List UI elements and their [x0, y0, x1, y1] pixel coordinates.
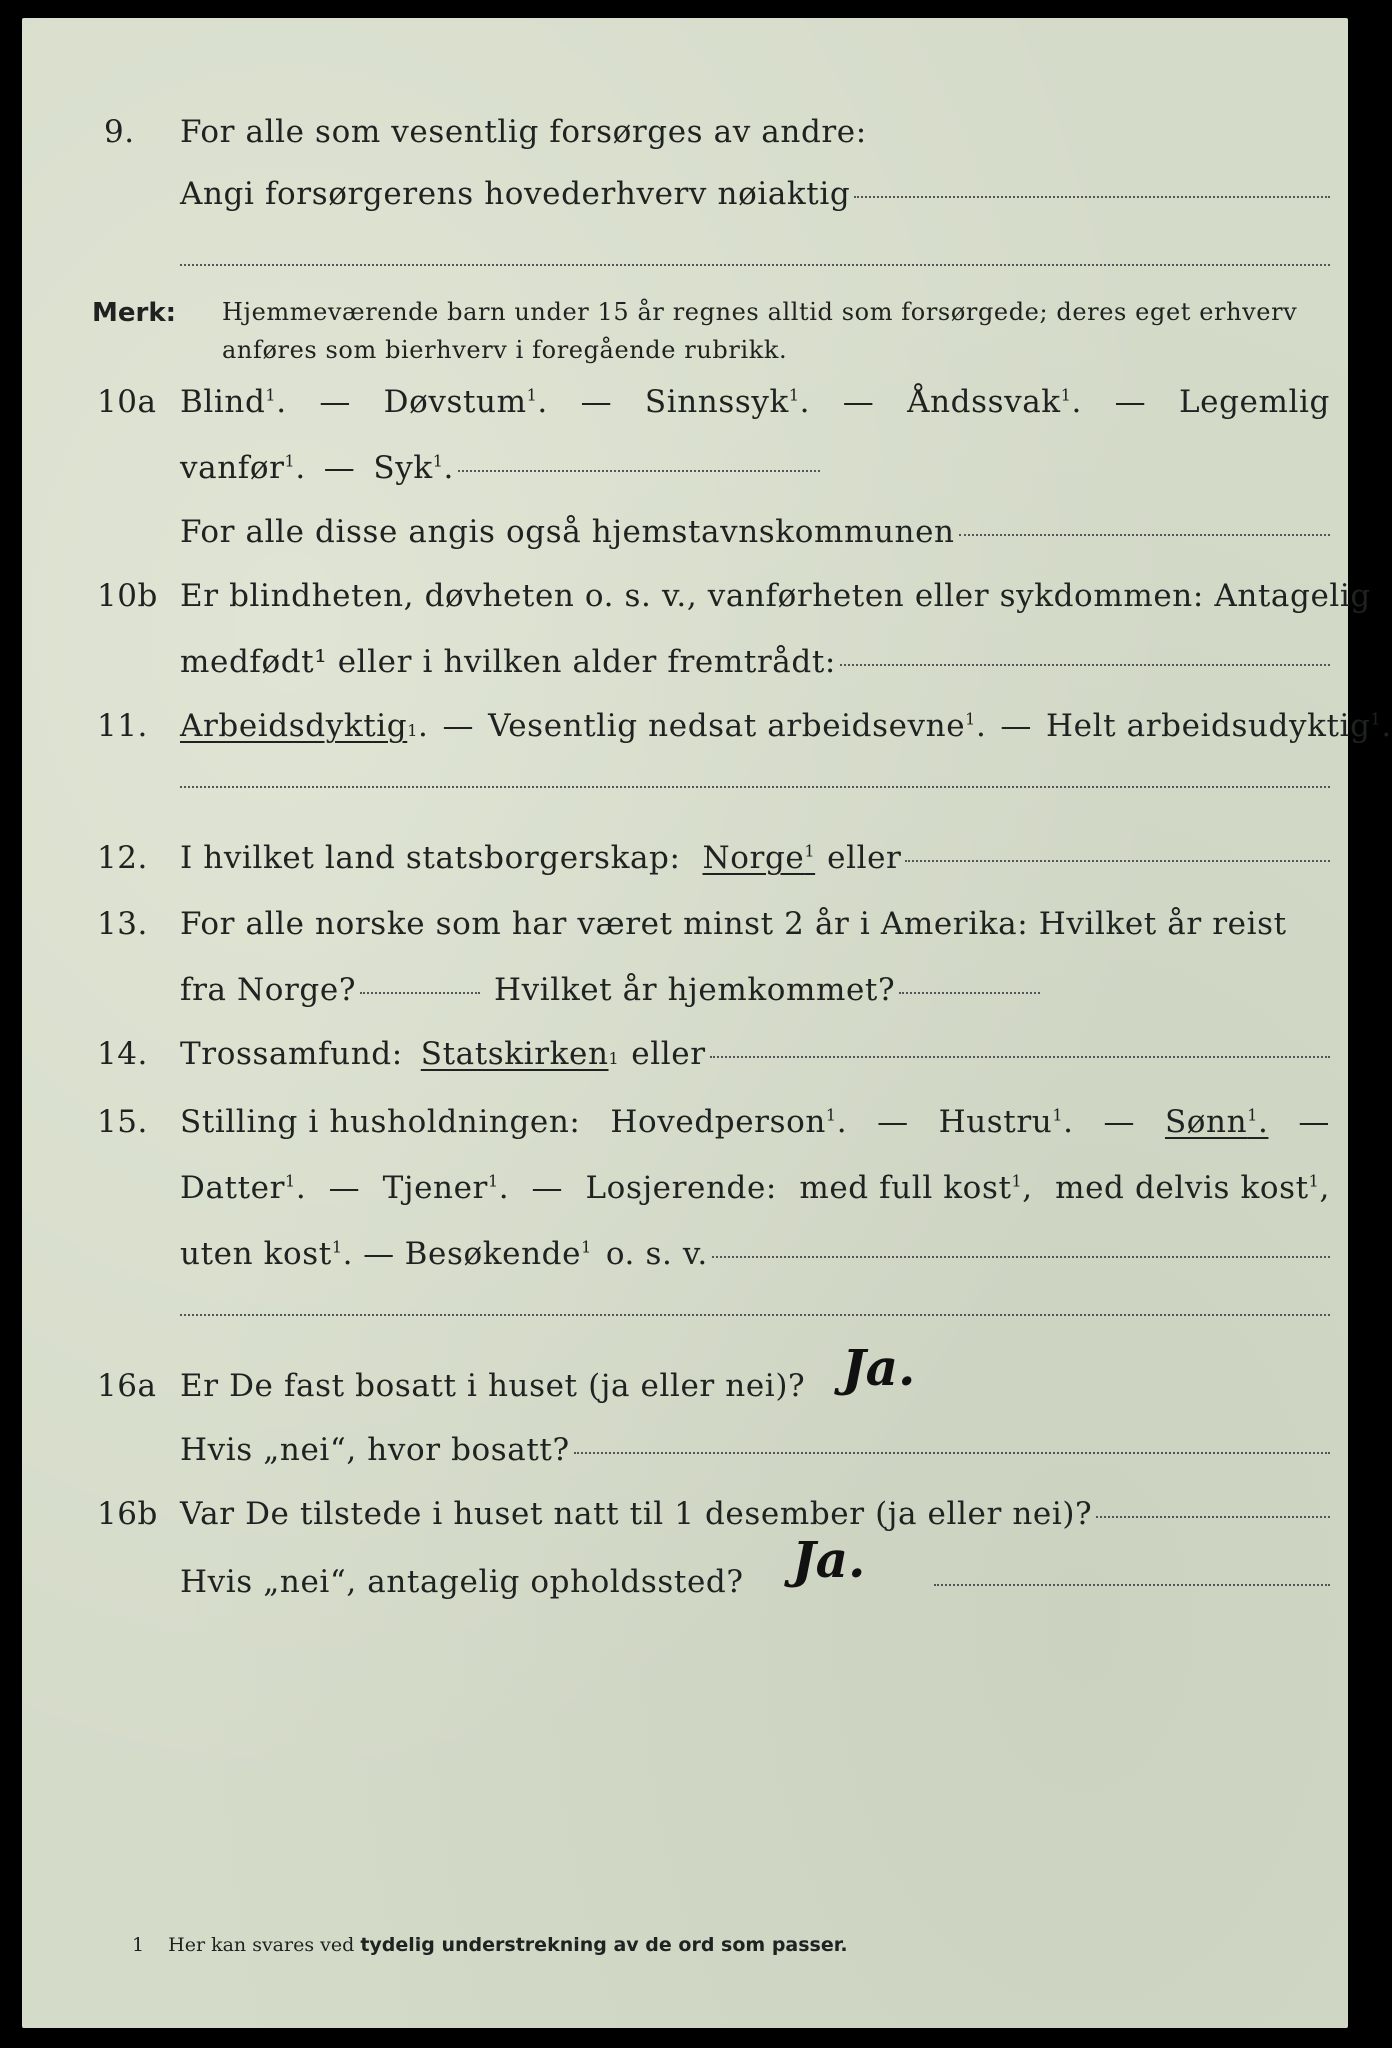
q10a-opt-dovstum: Døvstum$^1$. [383, 384, 548, 420]
q15-prompt: Stilling i husholdningen: [180, 1104, 581, 1140]
q12-prompt: I hvilket land statsborgerskap: [180, 840, 681, 876]
q13-hjemkommet-line[interactable] [899, 992, 1040, 994]
q10a-opt-blind: Blind$^1$. [180, 384, 287, 420]
q10a-options [180, 384, 1330, 420]
q14-answer-line[interactable] [710, 1056, 1330, 1058]
census-form-page [22, 18, 1392, 2028]
q15-opt-hustru: Hustru$^1$. [938, 1104, 1074, 1140]
q11-opt-nedsat: Vesentlig nedsat arbeidsevne$^1$. [488, 708, 987, 744]
q9-extra-line[interactable] [180, 264, 1330, 266]
q16a-prompt2: Hvis „nei“, hvor bosatt? [180, 1432, 570, 1468]
q13-number: 13. [97, 906, 148, 942]
q11-opt-arbeidsdyktig: Arbeidsdyktig [180, 708, 408, 744]
footnote-text: Her kan svares ved tydelig understrekning av de ord som passer. [168, 1934, 848, 1956]
q10a-hjemstavn-prompt: For alle disse angis også hjemstavnskommunen [180, 514, 955, 550]
q15-opt-tjener: Tjener$^1$. [382, 1170, 510, 1206]
footnote-marker: 1 [132, 1934, 145, 1956]
q14-opt-statskirken: Statskirken [420, 1036, 609, 1072]
q16b-row1 [180, 1496, 1330, 1532]
q11-number: 11. [97, 708, 148, 744]
q12-row [180, 840, 1330, 876]
q16a-number: 16a [97, 1368, 157, 1404]
q10a-row3 [180, 514, 1330, 550]
q10b-number: 10b [97, 578, 158, 614]
q10b-answer-line[interactable] [840, 664, 1330, 666]
q9-number: 9. [104, 114, 135, 150]
q10a-dash-1: — [319, 384, 351, 420]
q12-eller: eller [827, 840, 902, 876]
q14-eller: eller [631, 1036, 706, 1072]
q15-row2: Datter$^1$. — Tjener$^1$. — Losjerende: med full kost$^1$, med delvis kost$^1$, [180, 1170, 1330, 1206]
q15-number: 15. [97, 1104, 148, 1140]
q10a-hjemstavn-line[interactable] [959, 534, 1330, 536]
q9-prompt: Angi forsørgerens hovederhverv nøiaktig [180, 176, 851, 212]
merk-label: Merk: [92, 298, 177, 328]
q9-text: For alle som vesentlig forsørges av andre: [180, 114, 867, 150]
q16a-prompt: Er De fast bosatt i huset (ja eller nei)? [180, 1368, 806, 1404]
footnote [132, 1934, 848, 1956]
q10a-opt-andssvak: Åndssvak$^1$. [907, 384, 1082, 420]
q10b-prompt: medfødt¹ eller i hvilken alder fremtrådt: [180, 644, 836, 680]
q10a-dash-3: — [842, 384, 875, 420]
q15-osv: o. s. v. [605, 1236, 708, 1272]
q13-row2 [180, 972, 1040, 1008]
q13-prompt-hjemkommet: Hvilket år hjemkommet? [494, 972, 896, 1008]
q10a-row2 [180, 450, 820, 486]
q16a-row2 [180, 1432, 1330, 1468]
q15-answer-line[interactable] [712, 1256, 1330, 1258]
q10a-dash-2: — [580, 384, 613, 420]
q9-answer-line[interactable] [854, 196, 1330, 198]
q15-extra-line[interactable] [180, 1314, 1330, 1316]
merk-text-line2: anføres som bierhverv i foregående rubrikk. [222, 336, 788, 364]
q15-opt-fullkost: med full kost$^1$, [799, 1170, 1033, 1206]
q15-opt-besokende: Besøkende$^1$ [404, 1236, 592, 1272]
q11-opt-udyktig: Helt arbeidsudyktig$^1$. [1046, 708, 1392, 744]
q16b-prompt2: Hvis „nei“, antagelig opholdssted? [180, 1564, 744, 1600]
q15-opt-utenkost: uten kost$^1$. [180, 1236, 354, 1272]
q10a-opt-sinnssyk: Sinnssyk$^1$. [644, 384, 811, 420]
q16b-answer-line[interactable] [1096, 1516, 1330, 1518]
q10a-opt-legemlig: Legemlig [1178, 384, 1330, 420]
q10a-dash-5: — [323, 450, 356, 486]
q10a-opt-syk: Syk$^1$. [373, 450, 454, 486]
q16a-handwritten-answer[interactable]: Ja. [842, 1338, 916, 1397]
q10b-text: Er blindheten, døvheten o. s. v., vanførheten eller sykdommen: Antagelig [180, 578, 1371, 614]
q9-field-row [180, 176, 1330, 212]
q13-prompt-reist: fra Norge? [180, 972, 357, 1008]
q15-opt-hovedperson: Hovedperson$^1$. [610, 1104, 848, 1140]
q11-options: Arbeidsdyktig 1 . — Vesentlig nedsat arbeidsevne$^1$. — Helt arbeidsudyktig$^1$. [180, 708, 1392, 744]
q15-opt-datter: Datter$^1$. [180, 1170, 307, 1206]
q15-opt-losjerende: Losjerende: [585, 1170, 777, 1206]
q13-reist-line[interactable] [360, 992, 480, 994]
merk-text-line1: Hjemmeværende barn under 15 år regnes alltid som forsørgede; deres eget erhverv [222, 298, 1298, 326]
q16b-opholdssted-line[interactable] [934, 1584, 1330, 1586]
q16b-handwritten-answer[interactable]: Ja. [792, 1530, 866, 1589]
q12-number: 12. [97, 840, 148, 876]
q13-text: For alle norske som har været minst 2 år i Amerika: Hvilket år reist [180, 906, 1287, 942]
q15-row3: uten kost$^1$. — Besøkende$^1$ o. s. v. [180, 1236, 1330, 1272]
q15-opt-delviskost: med delvis kost$^1$, [1055, 1170, 1330, 1206]
q16a-answer-line[interactable] [574, 1452, 1330, 1454]
q12-opt-norge: Norge$^1$ [702, 840, 816, 876]
q15-opt-sonn: Sønn$^1$. [1164, 1104, 1269, 1140]
q10a-dash-4: — [1114, 384, 1147, 420]
q14-row: Trossamfund: Statskirken 1 eller [180, 1036, 1330, 1072]
q15-row1: Stilling i husholdningen: Hovedperson$^1$. — Hustru$^1$. — Sønn$^1$. — [180, 1104, 1330, 1140]
q16b-prompt: Var De tilstede i huset natt til 1 desember (ja eller nei)? [180, 1496, 1093, 1532]
q14-number: 14. [97, 1036, 148, 1072]
q16b-number: 16b [97, 1496, 158, 1532]
q10a-answer-line[interactable] [458, 470, 820, 472]
q14-prompt: Trossamfund: [180, 1036, 403, 1072]
q16b-row2 [180, 1564, 1330, 1600]
q12-answer-line[interactable] [905, 860, 1330, 862]
q11-answer-line[interactable] [180, 786, 1330, 788]
q10a-opt-vanfor: vanfør$^1$. [180, 450, 306, 486]
q10a-number: 10a [97, 384, 157, 420]
q10b-row2 [180, 644, 1330, 680]
